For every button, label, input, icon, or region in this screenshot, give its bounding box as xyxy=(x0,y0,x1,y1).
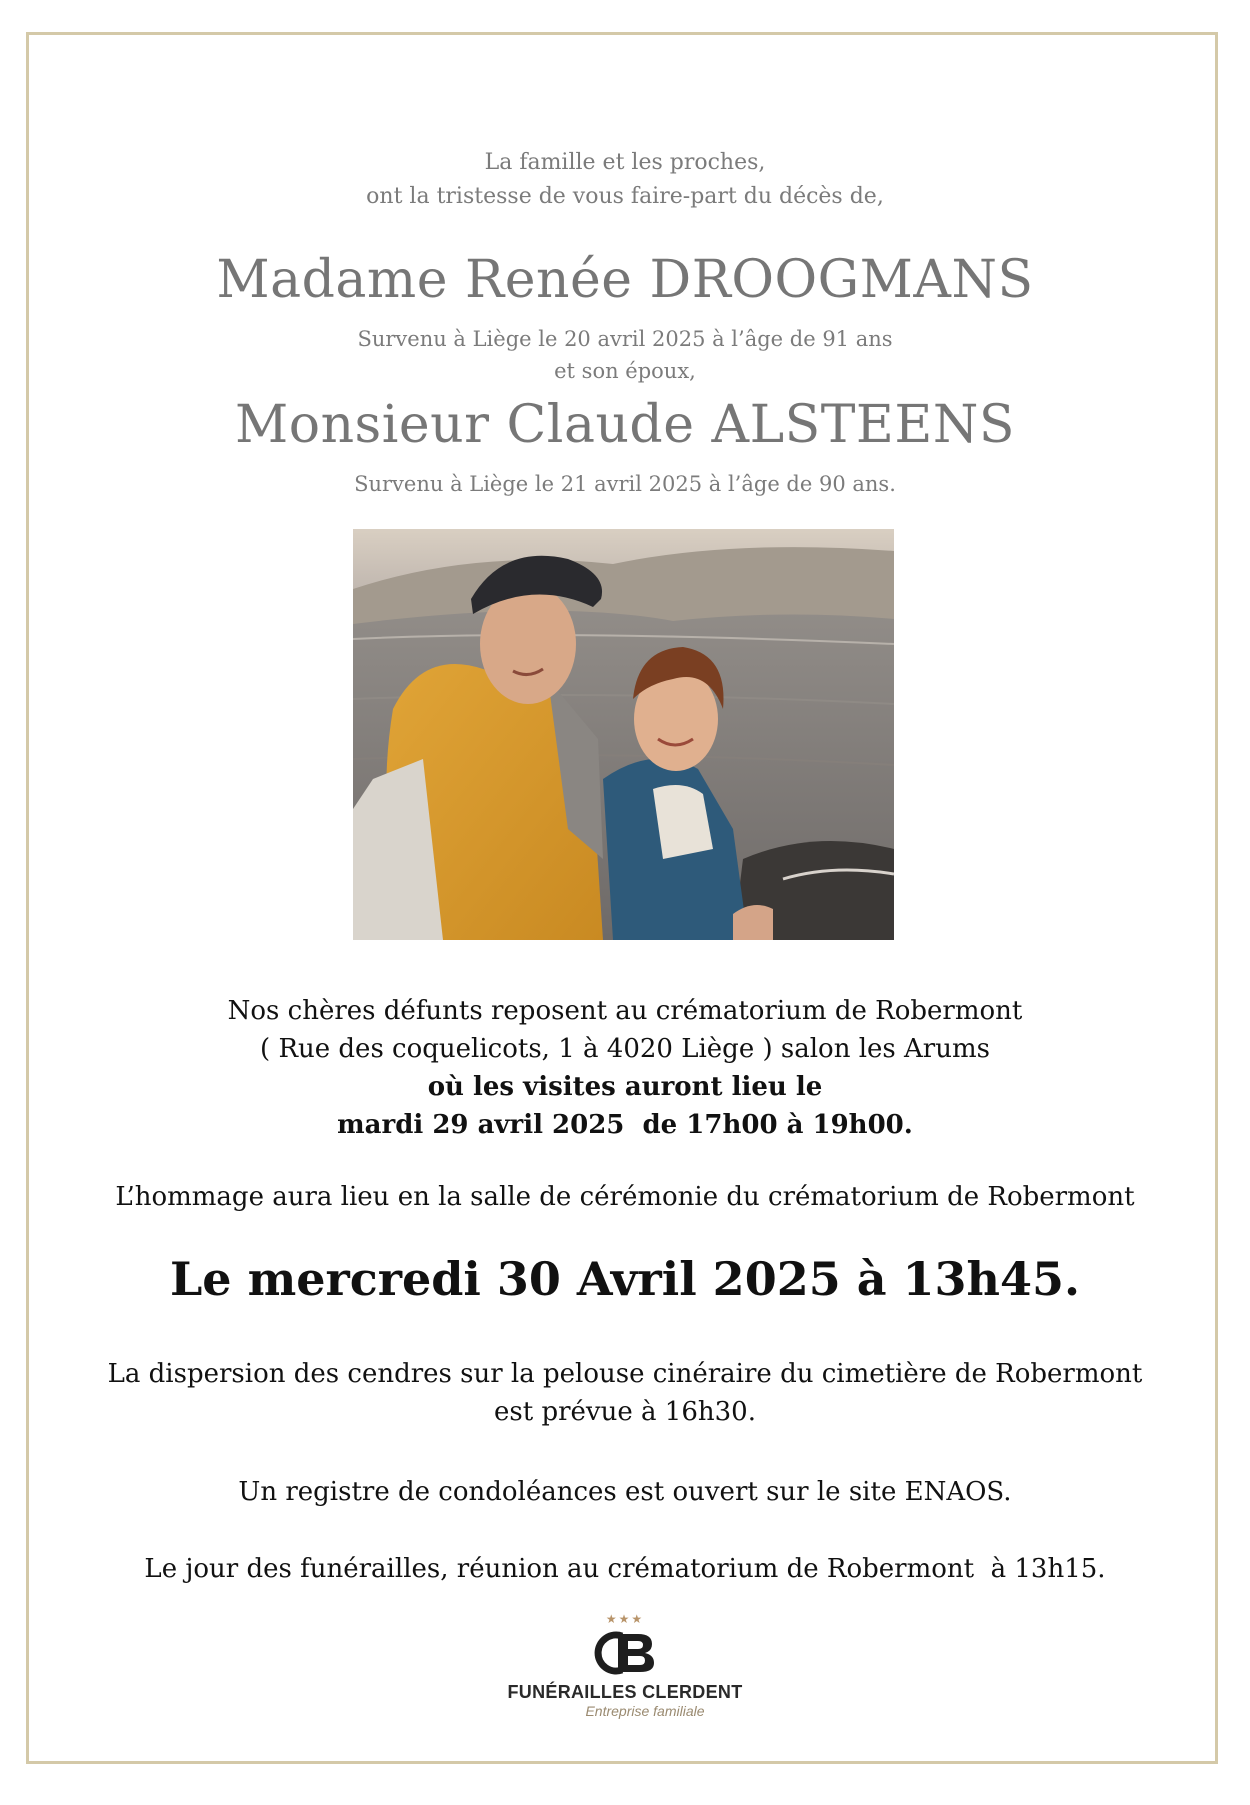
dispersion-info xyxy=(0,1355,1250,1431)
logo-company-name: FUNÉRAILLES CLERDENT xyxy=(507,1682,743,1702)
intro-line-1: La famille et les proches, xyxy=(484,150,766,175)
dispersion-line-1: La dispersion des cendres sur la pelouse cinéraire du cimetière de Robermont xyxy=(107,1359,1143,1389)
reunion-text: Le jour des funérailles, réunion au crématorium de Robermont à 13h15. xyxy=(144,1554,1106,1584)
deceased-details-1 xyxy=(0,323,1250,387)
dispersion-line-2: est prévue à 16h30. xyxy=(494,1397,756,1427)
visits-line-2: ( Rue des coquelicots, 1 à 4020 Liège ) salon les Arums xyxy=(260,1034,990,1064)
deceased-name-2: Monsieur Claude ALSTEENS xyxy=(235,395,1015,455)
intro-line-2: ont la tristesse de vous faire-part du décès de, xyxy=(366,184,884,209)
deceased-details-2 xyxy=(0,468,1250,500)
visits-line-1: Nos chères défunts reposent au crématorium de Robermont xyxy=(227,996,1023,1026)
deceased-detail-2: Survenu à Liège le 21 avril 2025 à l’âge de 90 ans. xyxy=(354,472,896,496)
cb-monogram-icon xyxy=(588,1628,662,1678)
connector-text: et son époux, xyxy=(554,359,696,383)
company-logo xyxy=(500,1612,750,1742)
registre-text: Un registre de condoléances est ouvert sur le site ENAOS. xyxy=(238,1477,1012,1507)
hommage-text: L’hommage aura lieu en la salle de cérémonie du crématorium de Robermont xyxy=(115,1182,1135,1212)
ceremony-date: Le mercredi 30 Avril 2025 à 13h45. xyxy=(169,1252,1081,1306)
deceased-name-1: Madame Renée DROOGMANS xyxy=(216,250,1034,310)
visits-line-3: où les visites auront lieu le xyxy=(427,1072,823,1102)
logo-tagline: Entreprise familiale xyxy=(585,1703,705,1719)
couple-photo xyxy=(353,529,894,940)
visits-info xyxy=(0,992,1250,1144)
intro-text xyxy=(0,146,1250,214)
visits-line-4: mardi 29 avril 2025 de 17h00 à 19h00. xyxy=(337,1110,913,1140)
logo-stars: ★★★ xyxy=(605,1612,645,1626)
deceased-detail-1: Survenu à Liège le 20 avril 2025 à l’âge de 91 ans xyxy=(357,327,893,351)
